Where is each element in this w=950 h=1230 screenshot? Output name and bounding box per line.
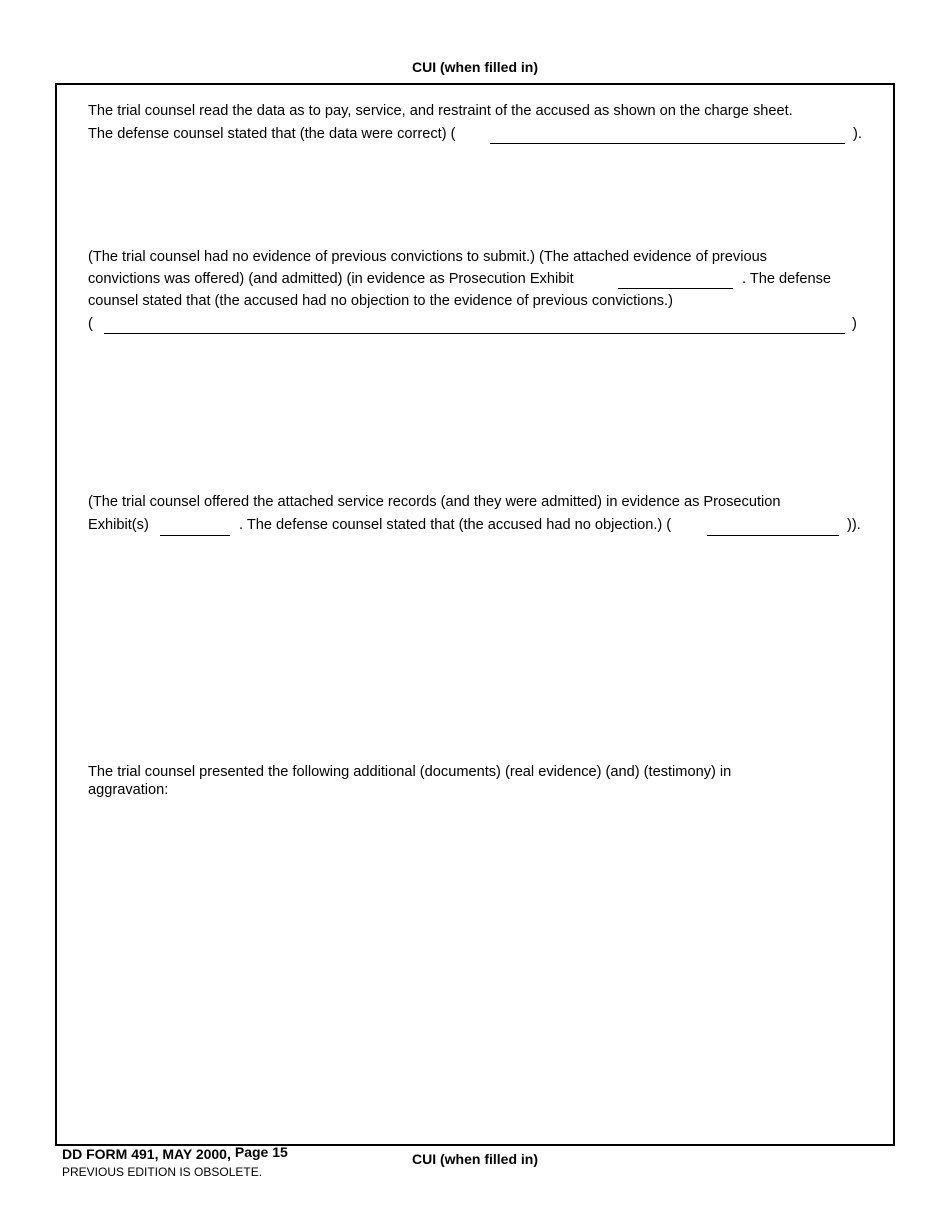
section1-line1: The trial counsel read the data as to pay, service, and restraint of the accused as shown on the charge sheet. (88, 103, 793, 119)
section2-line2-end: . The defense (742, 271, 831, 287)
prosecution-exhibit-field[interactable] (618, 288, 733, 289)
section2-line2: convictions was offered) (and admitted) (in evidence as Prosecution Exhibit (88, 271, 574, 287)
page-number: Page 15 (234, 1144, 288, 1160)
form-id: DD FORM 491, MAY 2000, (62, 1146, 231, 1162)
section3-line2-mid: . The defense counsel stated that (the accused had no objection.) ( (239, 517, 672, 533)
section2-line4-close: ) (852, 316, 857, 332)
previous-convictions-field[interactable] (104, 333, 845, 334)
section4-line2: aggravation: (88, 782, 169, 798)
obsolete-notice: PREVIOUS EDITION IS OBSOLETE. (62, 1165, 263, 1179)
section1-line2-end: ). (853, 126, 862, 142)
section1-line2: The defense counsel stated that (the data were correct) ( (88, 126, 456, 142)
form-frame (55, 83, 895, 1146)
service-records-objection-field[interactable] (707, 535, 839, 536)
section2-line3: counsel stated that (the accused had no objection to the evidence of previous convictions.) (88, 293, 673, 309)
cui-header: CUI (when filled in) (412, 59, 538, 75)
service-records-exhibit-field[interactable] (160, 535, 230, 536)
cui-footer: CUI (when filled in) (412, 1151, 538, 1167)
section4-line1: The trial counsel presented the following additional (documents) (real evidence) (and) (testimony) in (88, 764, 732, 780)
section3-line2-start: Exhibit(s) (88, 517, 149, 533)
data-correct-field[interactable] (490, 143, 845, 144)
section2-line1: (The trial counsel had no evidence of previous convictions to submit.) (The attached evidence of previous (88, 249, 767, 265)
section3-line1: (The trial counsel offered the attached service records (and they were admitted) in evidence as Prosecution (88, 494, 781, 510)
section3-line2-end: )). (847, 517, 861, 533)
section2-line4-open: ( (88, 316, 93, 332)
